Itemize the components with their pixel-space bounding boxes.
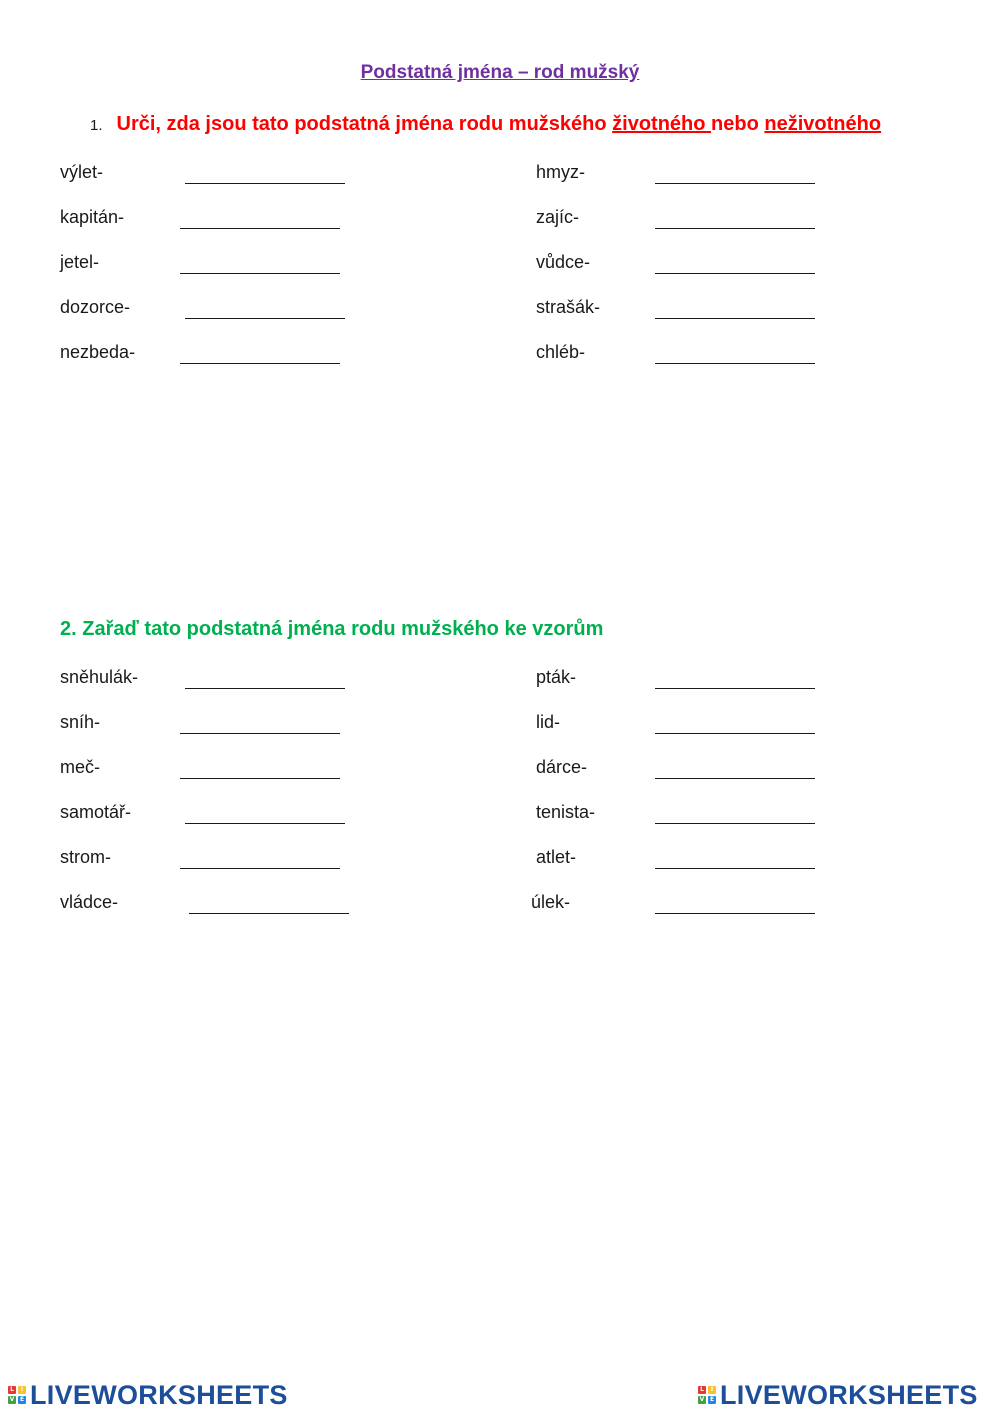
task2-word: pták- — [536, 667, 577, 687]
worksheet-title: Podstatná jména – rod mužský — [360, 62, 640, 83]
task2-word: meč- — [60, 757, 100, 777]
answer-line — [180, 733, 340, 734]
task1-middle: nebo — [711, 113, 765, 135]
answer-line — [189, 913, 349, 914]
task2-word: sníh- — [60, 712, 101, 732]
task2-word: tenista- — [536, 802, 596, 822]
answer-line — [655, 183, 815, 184]
task1-word: zajíc- — [536, 207, 580, 227]
task1-text: Urči, zda jsou tato podstatná jména rodu mužského — [116, 113, 613, 135]
task1-word: hmyz- — [536, 162, 585, 182]
task1-word: dozorce- — [60, 297, 131, 317]
task1-word: kapitán- — [60, 207, 125, 227]
answer-line — [655, 868, 815, 869]
task2-word: atlet- — [536, 847, 577, 867]
answer-line — [655, 913, 815, 914]
task1-option-animate: životného — [612, 113, 712, 135]
answer-line — [180, 273, 340, 274]
task1-word: vůdce- — [536, 252, 591, 272]
task1-word: nezbeda- — [60, 342, 136, 362]
answer-line — [180, 868, 340, 869]
task2-word: strom- — [60, 847, 111, 867]
task2-word: dárce- — [536, 757, 588, 777]
answer-line — [655, 823, 815, 824]
task1-word: jetel- — [60, 252, 100, 272]
answer-line — [655, 228, 815, 229]
task2-word: sněhulák- — [60, 667, 139, 687]
task1-option-inanimate: neživotného — [764, 113, 882, 135]
task1-instruction — [90, 113, 881, 136]
logo-grid-icon: L I V E — [9, 1386, 25, 1403]
answer-line — [180, 228, 340, 229]
task1-word: výlet- — [60, 162, 104, 182]
task1-number: 1. — [90, 117, 103, 134]
answer-line — [180, 778, 340, 779]
task2-heading: 2. Zařaď tato podstatná jména rodu mužského ke vzorům — [60, 618, 604, 640]
task2-word: vládce- — [60, 892, 119, 912]
answer-line — [655, 363, 815, 364]
answer-line — [185, 823, 345, 824]
answer-line — [655, 273, 815, 274]
answer-line — [655, 318, 815, 319]
answer-line — [655, 733, 815, 734]
logo-grid-icon: L I V E — [699, 1386, 715, 1403]
answer-line — [655, 778, 815, 779]
logo-text: LIVEWORKSHEETS — [30, 1379, 288, 1410]
logo-text: LIVEWORKSHEETS — [720, 1379, 978, 1410]
answer-line — [180, 363, 340, 364]
task2-word: úlek- — [531, 892, 571, 912]
task1-word: chléb- — [536, 342, 586, 362]
task1-word: strašák- — [536, 297, 601, 317]
answer-line — [655, 688, 815, 689]
liveworksheets-logo-left — [8, 1378, 288, 1412]
liveworksheets-logo-right — [698, 1378, 978, 1412]
answer-line — [185, 688, 345, 689]
answer-line — [185, 183, 345, 184]
answer-line — [185, 318, 345, 319]
task2-word: lid- — [536, 712, 561, 732]
task2-word: samotář- — [60, 802, 132, 822]
